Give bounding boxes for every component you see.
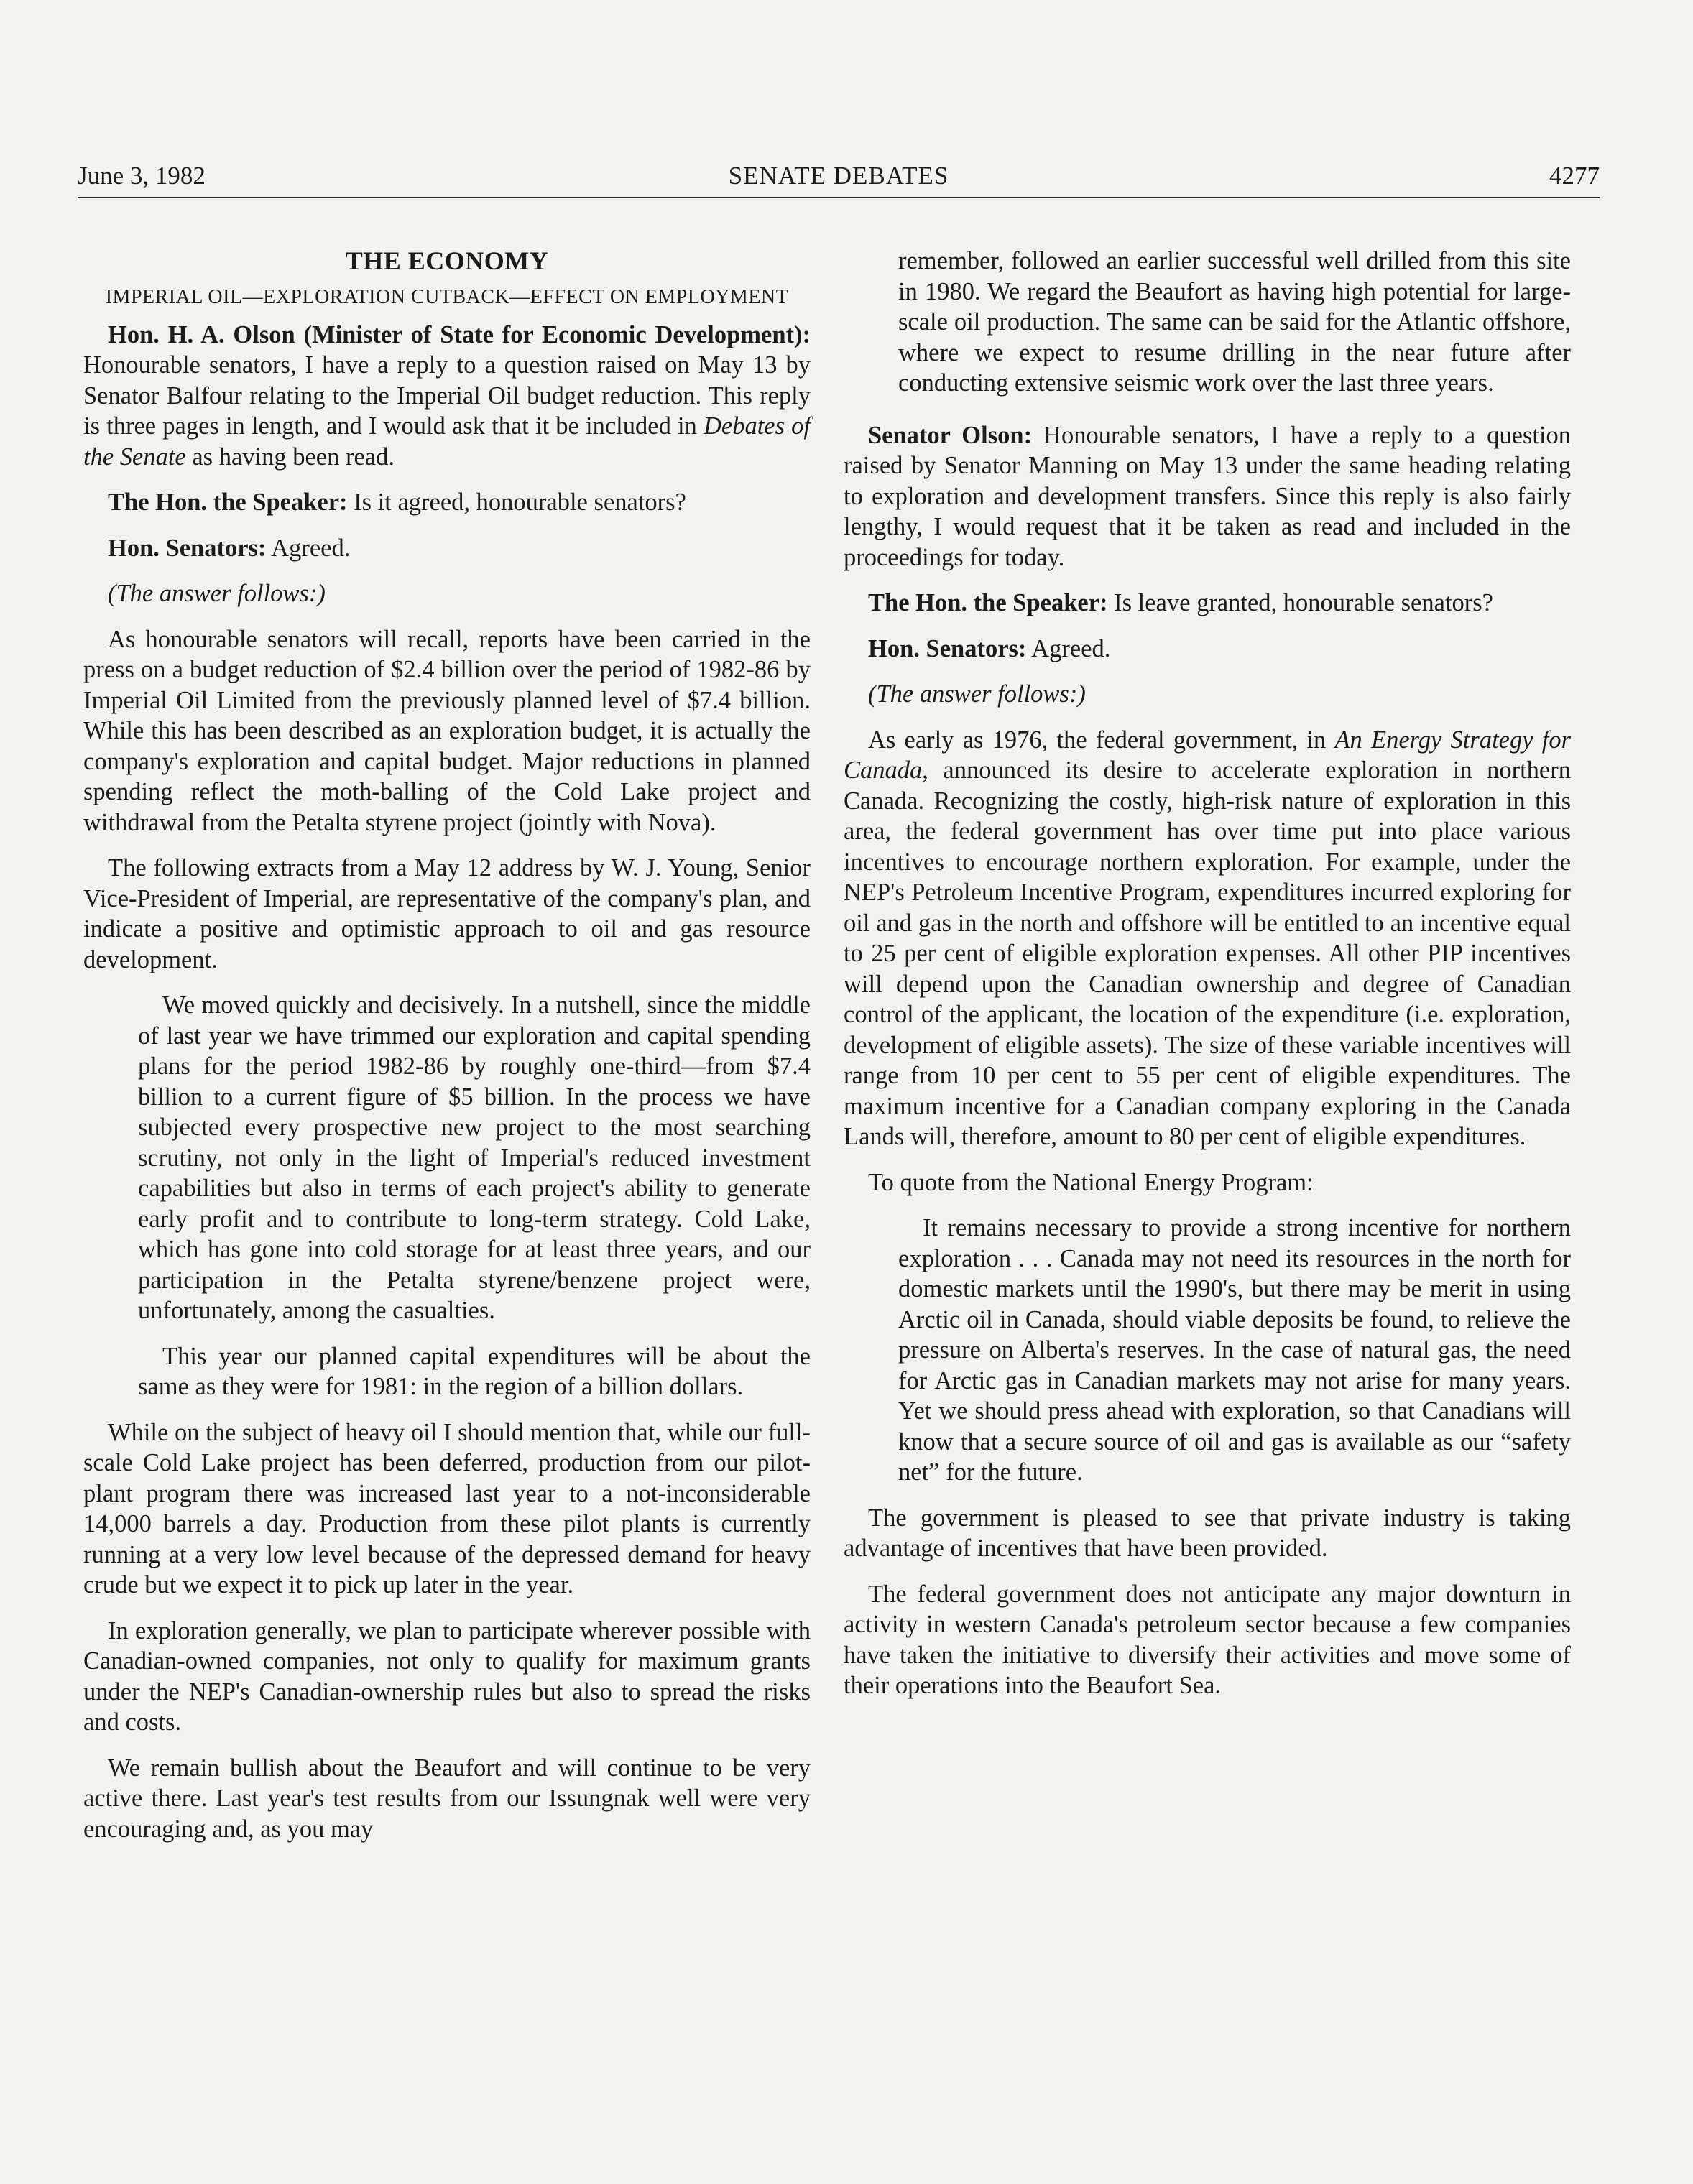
paragraph-no-downturn: The federal government does not anticipate any major downturn in activity in western Canada's petroleum sector because a few companies have taken the initiative to diversify their activities and move some of their operations into the Beaufort Sea. bbox=[844, 1580, 1571, 1699]
right-column bbox=[844, 246, 1571, 1716]
paragraph-senators-agreed-2 bbox=[844, 634, 1571, 665]
italic-text: Debates of the Senate bbox=[83, 412, 811, 471]
page-header bbox=[78, 159, 1600, 198]
speaker-name: Hon. H. A. Olson (Minister of State for Economic Development): bbox=[108, 320, 811, 348]
header-title: SENATE DEBATES bbox=[728, 162, 949, 190]
paragraph-speaker-leave bbox=[844, 588, 1571, 619]
quote-paragraph-4: In exploration generally, we plan to participate wherever possible with Canadian-owned companies, not only to qualify for maximum grants under the NEP's Canadian-ownership rules but also to spread the risks and costs. bbox=[83, 1616, 811, 1736]
paragraph-speaker-question bbox=[83, 487, 811, 518]
header-date: June 3, 1982 bbox=[78, 162, 206, 190]
paragraph-senators-agreed bbox=[83, 533, 811, 564]
italic-text: An Energy Strategy for Canada bbox=[844, 726, 1571, 784]
section-subtitle: IMPERIAL OIL—EXPLORATION CUTBACK—EFFECT ON EMPLOYMENT bbox=[105, 285, 789, 308]
paragraph-text: Is leave granted, honourable senators? bbox=[1107, 589, 1493, 616]
left-column bbox=[83, 246, 811, 1859]
paragraph-energy-strategy bbox=[844, 725, 1571, 1152]
quote-paragraph-5-continued: remember, followed an earlier successful well drilled from this site in 1980. We regard the Beaufort as having high potential for large-scale oil production. The same can be said for the Atlantic offshore, where we expect to resume drilling in the near future after conducting extensive seismic work over the last three years. bbox=[898, 247, 1571, 397]
section-title: THE ECONOMY bbox=[345, 246, 549, 275]
paragraph-text: Honourable senators, I have a reply to a question raised on May 13 by Senator Balfour relating to the Imperial Oil budget reduction. This reply is three pages in length, and I would ask that it be included in bbox=[83, 351, 811, 440]
answer-follows-note: (The answer follows:) bbox=[108, 580, 326, 607]
answer-follows-note-2: (The answer follows:) bbox=[868, 680, 1086, 708]
speaker-name: The Hon. the Speaker: bbox=[868, 589, 1108, 616]
quote-paragraph-1: We moved quickly and decisively. In a nutshell, since the middle of last year we have trimmed our exploration and capital spending plans for the period 1982-86 by roughly one-third—from $7.4 billion to a current figure of $5 billion. In the process we have subjected every prospective new project to the most searching scrutiny, not only in the light of Imperial's reduced investment capabilities but also in terms of each project's ability to generate early profit and to contribute to long-term strategy. Cold Lake, which has gone into cold storage for at least three years, and our participation in the Petalta styrene/benzene project were, unfortunately, among the casualties. bbox=[138, 991, 811, 1324]
paragraph-text: Agreed. bbox=[1026, 634, 1111, 662]
speaker-name: Hon. Senators: bbox=[868, 634, 1027, 662]
nep-quote-paragraph: It remains necessary to provide a strong incentive for northern exploration . . . Canada may not need its resources in the north for domestic markets until the 1990's, but there may be merit in using Arctic oil in Canada, should viable deposits be found, to relieve the pressure on Alberta's reserves. In the case of natural gas, the need for Arctic gas in Canadian markets may not arise for many years. Yet we should press ahead with exploration, so that Canadians will know that a secure source of oil and gas is available as our “safety net” for the future. bbox=[898, 1214, 1571, 1486]
speaker-name: The Hon. the Speaker: bbox=[108, 489, 348, 516]
paragraph-olson-second-reply bbox=[844, 420, 1571, 573]
paragraph-nep-quote-intro: To quote from the National Energy Program: bbox=[868, 1168, 1314, 1196]
paragraph-text: Honourable senators, I have a reply to a question raised by Senator Manning on May 13 under the same heading relating to exploration and development transfers. Since this reply is also fairly lengthy, I would request that it be taken as read and included in the proceedings for today. bbox=[844, 421, 1571, 571]
quote-paragraph-3: While on the subject of heavy oil I should mention that, while our full-scale Cold Lake project has been deferred, production from our pilot-plant program there was increased last year to a not-inconsiderable 14,000 barrels a day. Production from these pilot plants is currently running at a very low level because of the depressed demand for heavy crude but we expect it to pick up later in the year. bbox=[83, 1418, 811, 1598]
paragraph-text: as having been read. bbox=[185, 443, 395, 471]
paragraph-text: , announced its desire to accelerate exploration in northern Canada. Recognizing the costly, high-risk nature of exploration in this area, the federal government has over time put into place various incentives to encourage northern exploration. For example, under the NEP's Petroleum Incentive Program, expenditures incurred exploring for oil and gas in the north and offshore will be entitled to an incentive equal to 25 per cent of eligible exploration expenses. All other PIP incentives will depend upon the Canadian ownership and degree of Canadian control of the applicant, the location of the expenditure (i.e. exploration, development of eligible assets). The size of these variable incentives will range from 10 per cent to 55 per cent of eligible expenditures. The maximum incentive for a Canadian company exploring in the Canada Lands will, therefore, amount to 80 per cent of eligible expenditures. bbox=[844, 756, 1571, 1150]
quote-paragraph-5: We remain bullish about the Beaufort and will continue to be very active there. Last year's test results from our Issungnak well were very encouraging and, as you may bbox=[83, 1754, 811, 1843]
quote-paragraph-2: This year our planned capital expenditures will be about the same as they were for 1981: in the region of a billion dollars. bbox=[138, 1342, 811, 1400]
paragraph-text: Agreed. bbox=[266, 534, 351, 562]
paragraph-extracts-intro: The following extracts from a May 12 address by W. J. Young, Senior Vice-President of Imperial, are representative of the company's plan, and indicate a positive and optimistic approach to oil and gas resource development. bbox=[83, 854, 811, 973]
paragraph-olson-request bbox=[83, 320, 811, 473]
speaker-name: Hon. Senators: bbox=[108, 534, 267, 562]
paragraph-text: As early as 1976, the federal government, in bbox=[868, 726, 1335, 754]
paragraph-private-industry: The government is pleased to see that private industry is taking advantage of incentives that have been provided. bbox=[844, 1504, 1571, 1562]
paragraph-text: Is it agreed, honourable senators? bbox=[347, 489, 686, 516]
paragraph-budget-reduction: As honourable senators will recall, reports have been carried in the press on a budget reduction of $2.4 billion over the period of 1982-86 by Imperial Oil Limited from the previously planned level of $7.4 billion. While this has been described as an exploration budget, it is actually the company's exploration and capital budget. Major reductions in planned spending reflect the moth-balling of the Cold Lake project and withdrawal from the Petalta styrene project (jointly with Nova). bbox=[83, 625, 811, 836]
header-page-number: 4277 bbox=[1549, 162, 1600, 190]
speaker-name: Senator Olson: bbox=[868, 421, 1033, 449]
